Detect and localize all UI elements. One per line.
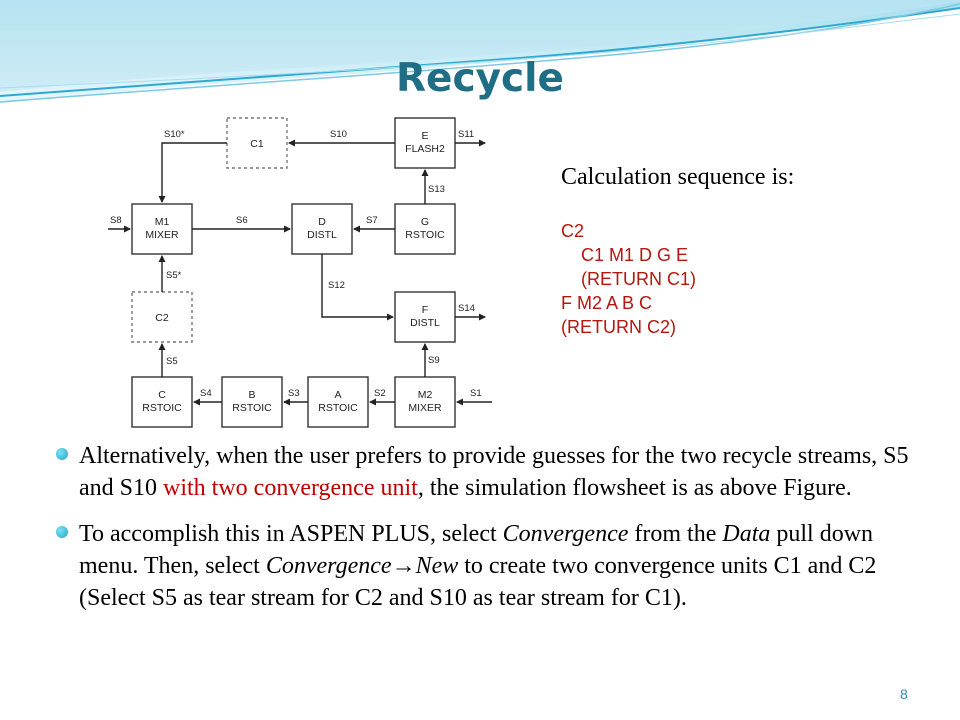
block-type: DISTL bbox=[410, 317, 440, 329]
block-name: M2 bbox=[417, 389, 433, 401]
bullet-list bbox=[56, 440, 916, 628]
block-name: C1 bbox=[250, 138, 264, 150]
stream-label: S3 bbox=[288, 388, 300, 399]
bullet-text: To accomplish this in ASPEN PLUS, select bbox=[79, 521, 503, 547]
menu-term: Data bbox=[722, 521, 771, 547]
stream-label: S14 bbox=[458, 303, 475, 314]
stream-label: S4 bbox=[200, 388, 212, 399]
bullet-dot-icon bbox=[56, 526, 68, 538]
stream-label: S11 bbox=[458, 129, 475, 140]
bullet-text: pull down menu. Then, select bbox=[79, 521, 874, 579]
stream-label: S8 bbox=[110, 215, 122, 226]
flowsheet-diagram bbox=[100, 110, 500, 435]
menu-term: Convergence→New bbox=[265, 553, 459, 579]
bullet-item bbox=[56, 440, 916, 504]
block-name: B bbox=[248, 389, 256, 401]
stream-label: S10 bbox=[330, 129, 347, 140]
stream-label: S2 bbox=[374, 388, 386, 399]
bullet-text: to create two convergence units C1 and C2 (Select S5 as tear stream for C2 and S10 as tear stream for C1). bbox=[79, 553, 877, 611]
sequence-line: F M2 A B C bbox=[561, 293, 653, 313]
bullet-text: Alternatively, when the user prefers to provide guesses for the two recycle streams, S5 and S10 bbox=[79, 443, 909, 501]
sequence-line: (RETURN C1) bbox=[561, 269, 696, 289]
block-type: RSTOIC bbox=[405, 229, 445, 241]
stream-label: S6 bbox=[236, 215, 248, 226]
bullet-item bbox=[56, 518, 916, 614]
block-name: M1 bbox=[154, 216, 170, 228]
stream-label: S9 bbox=[428, 355, 440, 366]
block-name: C2 bbox=[155, 312, 169, 324]
sequence-heading: Calculation sequence is: bbox=[561, 164, 795, 190]
block-name: D bbox=[318, 216, 326, 228]
menu-term: Convergence bbox=[502, 521, 629, 547]
calculation-sequence bbox=[561, 164, 794, 339]
block-name: C bbox=[158, 389, 166, 401]
bullet-text: , the simulation flowsheet is as above Figure. bbox=[417, 475, 852, 501]
stream-label: S7 bbox=[366, 215, 378, 226]
bullet-dot-icon bbox=[56, 448, 68, 460]
stream-label: S5* bbox=[166, 270, 182, 281]
block-type: MIXER bbox=[408, 402, 442, 414]
block-type: MIXER bbox=[145, 229, 179, 241]
stream-label: S13 bbox=[428, 184, 445, 195]
stream-label: S12 bbox=[328, 280, 345, 291]
sequence-line: (RETURN C2) bbox=[561, 317, 676, 337]
block-type: RSTOIC bbox=[232, 402, 272, 414]
block-type: RSTOIC bbox=[142, 402, 182, 414]
stream-label: S10* bbox=[164, 129, 185, 140]
block-type: RSTOIC bbox=[318, 402, 358, 414]
bullet-text: from the bbox=[628, 521, 723, 547]
block-type: FLASH2 bbox=[405, 143, 445, 155]
page-number: 8 bbox=[900, 686, 908, 702]
sequence-line: C2 bbox=[561, 221, 585, 241]
highlight-text: with two convergence unit bbox=[163, 475, 418, 501]
slide-title: Recycle bbox=[396, 56, 564, 101]
sequence-line: C1 M1 D G E bbox=[561, 245, 689, 265]
block-name: F bbox=[421, 304, 429, 316]
stream-label: S1 bbox=[470, 388, 482, 399]
block-name: G bbox=[420, 216, 430, 228]
block-type: DISTL bbox=[307, 229, 337, 241]
stream-arrow bbox=[162, 143, 227, 202]
stream-label: S5 bbox=[166, 356, 178, 367]
block-name: A bbox=[334, 389, 342, 401]
block-name: E bbox=[421, 130, 429, 142]
